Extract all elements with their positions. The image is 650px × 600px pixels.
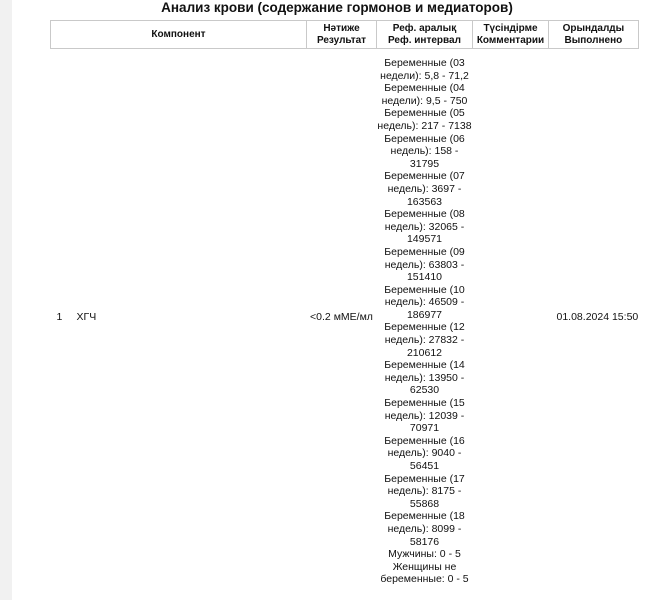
reference-line: 210612 xyxy=(406,346,443,359)
document-page xyxy=(12,0,650,600)
reference-line: беременные: 0 - 5 xyxy=(380,573,469,586)
page-title: Анализ крови (содержание гормонов и медиаторов) xyxy=(161,0,513,15)
table-row xyxy=(51,49,639,586)
reference-line: Беременные (16 xyxy=(384,434,465,447)
reference-line: недель): 9040 - xyxy=(387,447,462,460)
result-cell: <0.2 мМЕ/мл xyxy=(310,311,373,324)
reference-line: недель): 32065 - xyxy=(384,220,465,233)
reference-line: недель): 158 - xyxy=(390,145,459,158)
header-comment: Түсіндірме Комментарии xyxy=(473,21,549,49)
reference-cell xyxy=(377,49,473,586)
reference-line: Беременные (03 xyxy=(384,57,465,69)
reference-line: 186977 xyxy=(406,308,443,321)
reference-line: 163563 xyxy=(406,195,443,208)
reference-lines xyxy=(377,57,473,586)
reference-line: недель): 12039 - xyxy=(384,409,465,422)
comment-cell xyxy=(473,49,549,586)
reference-line: Беременные (04 xyxy=(384,82,465,95)
reference-line: Беременные (15 xyxy=(384,397,465,410)
reference-line: недель): 3697 - xyxy=(387,182,462,195)
reference-line: недель): 8175 - xyxy=(387,485,462,498)
header-component: Компонент xyxy=(51,21,307,49)
reference-line: недель): 13950 - xyxy=(384,371,465,384)
reference-line: недель): 63803 - xyxy=(384,258,465,271)
reference-line: 56451 xyxy=(409,460,440,472)
header-done: Орындалды Выполнено xyxy=(549,21,639,49)
reference-line: недель): 46509 - xyxy=(384,296,465,309)
reference-line: недель): 27832 - xyxy=(384,334,465,347)
reference-line: Беременные (06 xyxy=(384,132,465,145)
header-result: Нәтиже Результат xyxy=(307,21,377,49)
reference-line: недель): 217 - 7138 xyxy=(377,119,472,132)
component-name: ХГЧ xyxy=(76,311,97,324)
component-cell xyxy=(51,49,307,586)
reference-line: недели): 5,8 - 71,2 xyxy=(380,69,469,82)
reference-line: Беременные (07 xyxy=(384,170,465,183)
reference-line: Женщины не xyxy=(392,560,457,573)
header-reference: Реф. аралық Реф. интервал xyxy=(377,21,473,49)
reference-line: Мужчины: 0 - 5 xyxy=(388,548,461,561)
reference-line: 70971 xyxy=(409,422,440,435)
reference-line: 151410 xyxy=(406,271,443,284)
reference-line: Беременные (09 xyxy=(384,245,465,258)
reference-line: 58176 xyxy=(409,535,440,548)
reference-line: 55868 xyxy=(409,497,440,510)
reference-line: недель): 8099 - xyxy=(387,522,462,535)
reference-line: недели): 9,5 - 750 xyxy=(381,94,468,107)
reference-line: 149571 xyxy=(406,233,443,246)
reference-line: 31795 xyxy=(409,157,440,170)
reference-line: Беременные (17 xyxy=(384,472,465,485)
reference-line: Беременные (05 xyxy=(384,107,465,120)
row-number: 1 xyxy=(56,311,63,324)
reference-line: Беременные (10 xyxy=(384,283,465,296)
reference-line: 62530 xyxy=(409,384,440,397)
reference-line: Беременные (12 xyxy=(384,321,465,334)
table-header-row xyxy=(51,21,639,49)
done-cell: 01.08.2024 15:50 xyxy=(556,311,639,324)
reference-line: Беременные (14 xyxy=(384,359,465,372)
results-table xyxy=(50,20,639,586)
reference-line: Беременные (08 xyxy=(384,208,465,221)
reference-line: Беременные (18 xyxy=(384,510,465,523)
